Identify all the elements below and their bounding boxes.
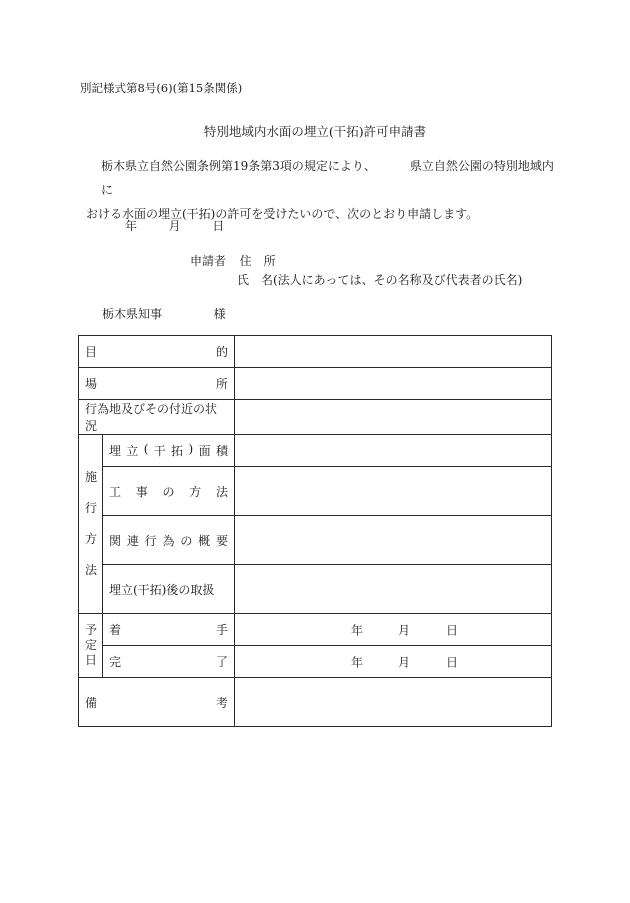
purpose-label xyxy=(79,336,235,368)
addressee-name: 栃木県知事 xyxy=(102,307,163,321)
site-status-field[interactable] xyxy=(235,400,552,435)
label-char: 方 xyxy=(85,532,98,546)
method-group-label xyxy=(79,435,103,614)
application-statement xyxy=(86,154,556,226)
label-char: の xyxy=(162,484,175,499)
date-month-label: 月 xyxy=(168,219,181,233)
start-date-field[interactable] xyxy=(235,614,552,646)
date-year-label: 年 xyxy=(125,219,138,233)
finish-day-label: 日 xyxy=(446,655,459,669)
label-char: 定 xyxy=(85,638,98,652)
remarks-field[interactable] xyxy=(235,678,552,727)
post-handling-label: 埋立(干拓)後の取扱 xyxy=(103,565,235,614)
label-char: 立 xyxy=(126,444,139,458)
statement-line1-a: 栃木県立自然公園条例第19条第3項の規定により、 xyxy=(101,159,376,173)
statement-line2: おける水面の埋立(干拓)の許可を受けたいので、次のとおり申請します。 xyxy=(86,207,479,221)
start-label xyxy=(103,614,235,646)
label-char: 概 xyxy=(198,533,211,548)
label-char: 手 xyxy=(215,623,228,637)
label-char: 事 xyxy=(135,484,148,499)
row-construction-method xyxy=(79,467,552,516)
label-char: 工 xyxy=(109,484,122,499)
post-handling-field[interactable] xyxy=(235,565,552,614)
label-char: 連 xyxy=(126,533,139,548)
location-field[interactable] xyxy=(235,368,552,400)
label-char: 関 xyxy=(109,533,122,548)
label-char: 場 xyxy=(85,377,98,391)
application-details-table xyxy=(78,335,552,727)
label-char: 完 xyxy=(109,655,122,669)
label-char: 方 xyxy=(189,484,202,499)
label-char: 為 xyxy=(162,533,175,548)
form-title: 特別地域内水面の埋立(干拓)許可申請書 xyxy=(203,124,427,139)
label-char: 予 xyxy=(85,623,98,637)
form-reference: 別記様式第8号(6)(第15条関係) xyxy=(80,81,243,95)
label-char: ) xyxy=(188,442,194,456)
label-char: 行 xyxy=(144,533,157,548)
label-char: 面 xyxy=(198,444,211,458)
applicant-name-label: 氏 名(法人にあっては、その名称及び代表者の氏名) xyxy=(237,273,523,287)
label-char: 行 xyxy=(85,500,98,515)
label-char: 目 xyxy=(85,345,98,359)
addressee-honorific: 様 xyxy=(213,307,226,321)
purpose-field[interactable] xyxy=(235,336,552,368)
label-char: ( xyxy=(143,442,149,456)
row-remarks xyxy=(79,678,552,727)
label-char: 埋 xyxy=(109,444,122,458)
row-site-status xyxy=(79,400,552,435)
start-day-label: 日 xyxy=(446,623,459,637)
addressee xyxy=(102,305,226,322)
label-char: 施 xyxy=(85,469,98,484)
label-char: 着 xyxy=(109,623,122,637)
label-char: 日 xyxy=(85,653,98,667)
application-date xyxy=(125,217,224,234)
applicant-address-label: 住 所 xyxy=(239,254,276,268)
label-char: 干 xyxy=(153,444,166,458)
row-reclaim-area xyxy=(79,435,552,467)
schedule-group-label xyxy=(79,614,103,678)
row-finish-date xyxy=(79,646,552,678)
finish-year-label: 年 xyxy=(351,655,364,669)
location-label xyxy=(79,368,235,400)
row-post-handling xyxy=(79,565,552,614)
label-char: の xyxy=(180,533,193,548)
start-month-label: 月 xyxy=(398,623,411,637)
statement-line1-b: 県立自然公園の特別地域内に xyxy=(101,159,554,197)
label-char: 積 xyxy=(215,444,228,458)
applicant-address-line xyxy=(190,252,276,269)
label-char: 了 xyxy=(215,655,228,669)
related-acts-field[interactable] xyxy=(235,516,552,565)
applicant-label: 申請者 xyxy=(190,254,227,268)
label-char: 要 xyxy=(215,533,228,548)
reclaim-area-label xyxy=(103,435,235,467)
construction-method-field[interactable] xyxy=(235,467,552,516)
site-status-label: 行為地及びその付近の状況 xyxy=(79,400,235,435)
row-related-acts xyxy=(79,516,552,565)
label-char: 法 xyxy=(215,484,228,499)
date-day-label: 日 xyxy=(212,219,225,233)
start-year-label: 年 xyxy=(351,623,364,637)
related-acts-label xyxy=(103,516,235,565)
remarks-label xyxy=(79,678,235,727)
reclaim-area-field[interactable] xyxy=(235,435,552,467)
finish-date-field[interactable] xyxy=(235,646,552,678)
row-location xyxy=(79,368,552,400)
label-char: 法 xyxy=(85,563,98,578)
label-char: 的 xyxy=(215,345,228,359)
label-char: 備 xyxy=(85,695,98,710)
label-char: 考 xyxy=(215,695,228,710)
row-purpose xyxy=(79,336,552,368)
label-char: 所 xyxy=(215,377,228,391)
finish-month-label: 月 xyxy=(398,655,411,669)
construction-method-label xyxy=(103,467,235,516)
row-start-date xyxy=(79,614,552,646)
label-char: 拓 xyxy=(171,444,184,458)
finish-label xyxy=(103,646,235,678)
